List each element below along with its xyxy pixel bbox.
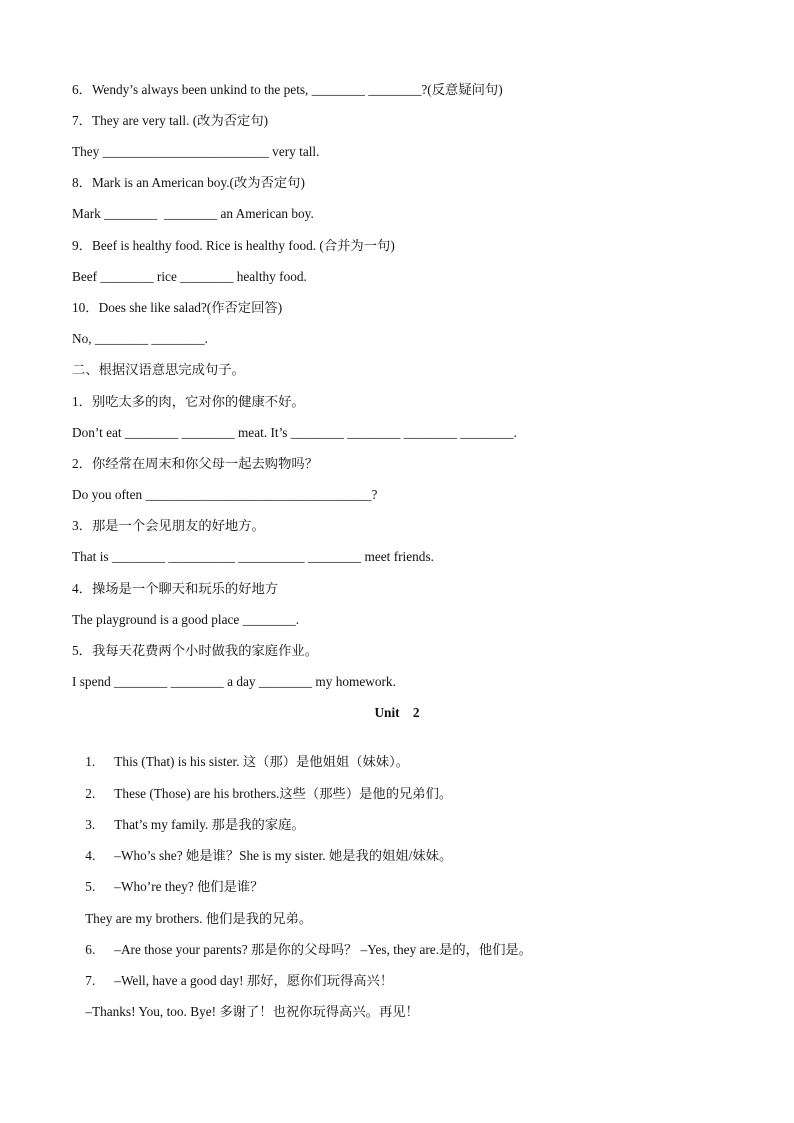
translation-4: 4．操场是一个聊天和玩乐的好地方 [72, 581, 279, 596]
translation-3-answer: That is ________ __________ __________ ________ meet friends. [72, 549, 434, 564]
translation-2-answer: Do you often __________________________________? [72, 487, 378, 502]
item-text: This (That) is his sister. 这（那）是他姐姐（妹妹）。 [114, 754, 410, 769]
exercise-7: 7．They are very tall. (改为否定句) [72, 113, 269, 128]
section-2-heading: 二、根据汉语意思完成句子。 [72, 362, 245, 377]
item-number: 4. [85, 848, 96, 863]
translation-1-answer: Don’t eat ________ ________ meat. It’s ________ ________ ________ ________. [72, 425, 517, 440]
exercise-10-answer: No, ________ ________. [72, 331, 208, 346]
translation-5-answer: I spend ________ ________ a day ________ my homework. [72, 674, 396, 689]
exercise-7-answer: They _________________________ very tall. [72, 144, 320, 159]
item-text: –Who’re they? 他们是谁？ [114, 879, 264, 894]
translation-3: 3．那是一个会见朋友的好地方。 [72, 518, 265, 533]
item-number: 2. [85, 786, 96, 801]
item-number: 6. [85, 942, 96, 957]
exercise-9: 9．Beef is healthy food. Rice is healthy food. (合并为一句) [72, 238, 395, 253]
translation-5: 5．我每天花费两个小时做我的家庭作业。 [72, 643, 318, 658]
item-text: These (Those) are his brothers.这些（那些）是他的兄弟们。 [114, 786, 453, 801]
exercise-9-answer: Beef ________ rice ________ healthy food. [72, 269, 307, 284]
exercise-10: 10．Does she like salad?(作否定回答) [72, 300, 283, 315]
exercise-8: 8．Mark is an American boy.(改为否定句) [72, 175, 305, 190]
item-number: 7. [85, 973, 96, 988]
item-number: 5. [85, 879, 96, 894]
item-text: That’s my family. 那是我的家庭。 [114, 817, 305, 832]
translation-2: 2．你经常在周末和你父母一起去购物吗？ [72, 456, 318, 471]
translation-1: 1．别吃太多的肉，它对你的健康不好。 [72, 394, 305, 409]
translation-4-answer: The playground is a good place ________. [72, 612, 300, 627]
exercise-6: 6．Wendy’s always been unkind to the pets, ________ ________?(反意疑问句) [72, 82, 503, 97]
item-number: 1. [85, 754, 96, 769]
item-text: They are my brothers. 他们是我的兄弟。 [85, 911, 313, 926]
item-number: 3. [85, 817, 96, 832]
item-text: –Who’s she? 她是谁？She is my sister. 她是我的姐姐/妹妹。 [114, 848, 453, 863]
unit-title: Unit 2 [374, 705, 420, 720]
item-text: –Thanks! You, too. Bye! 多谢了！也祝你玩得高兴。再见！ [85, 1004, 419, 1019]
exercise-8-answer: Mark ________ ________ an American boy. [72, 206, 314, 221]
item-text: –Well, have a good day! 那好，愿你们玩得高兴！ [114, 973, 394, 988]
item-text: –Are those your parents? 那是你的父母吗？ –Yes, they are.是的，他们是。 [114, 942, 533, 957]
unit-item-continuation [72, 985, 419, 1039]
